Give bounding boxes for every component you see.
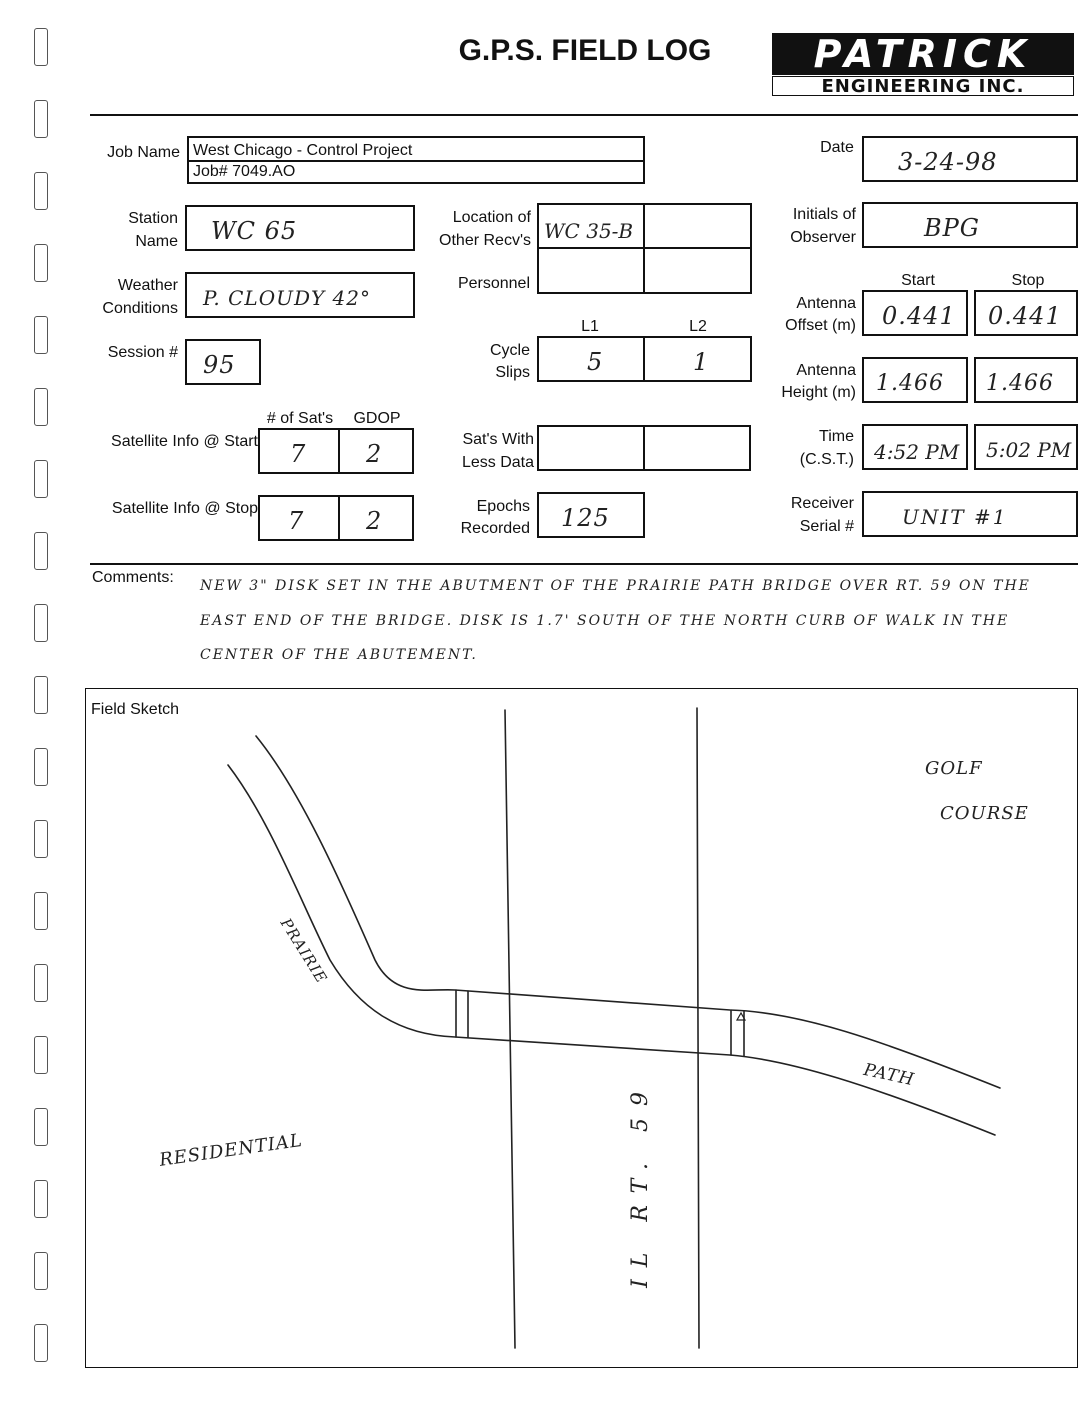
location-label-1: Location of — [452, 209, 531, 226]
time-stop-value: 5:02 PM — [986, 438, 1072, 462]
antenna-height-label-2: Height (m) — [781, 384, 856, 401]
road-line-west — [505, 710, 515, 1348]
antenna-height-stop-value: 1.466 — [986, 371, 1054, 396]
job-name-line2: Job# 7049.AO — [193, 163, 296, 180]
cycle-slips-l2-value: 1 — [693, 348, 710, 376]
weather-value: P. CLOUDY 42° — [203, 286, 371, 310]
antenna-height-label-1: Antenna — [796, 362, 856, 379]
receiver-serial-value: UNIT #1 — [902, 505, 1008, 529]
station-name-label-2: Name — [135, 233, 178, 250]
l2-label: L2 — [689, 318, 707, 335]
sat-start-gdop-value: 2 — [366, 440, 383, 468]
sat-stop-gdop-value: 2 — [366, 507, 383, 535]
personnel-label: Personnel — [457, 275, 530, 292]
bridge-east-end — [731, 1010, 744, 1056]
location-label-2: Other Recv's — [439, 232, 531, 249]
num-sats-label: # of Sat's — [266, 410, 334, 427]
sat-info-stop-label: Satellite Info @ Stop — [111, 500, 258, 517]
weather-label-2: Conditions — [102, 300, 178, 317]
epochs-label-2: Recorded — [460, 520, 530, 537]
date-value: 3-24-98 — [898, 148, 998, 176]
sketch-road-label: IL RT. 59 — [628, 1080, 653, 1288]
sat-info-start-label: Satellite Info @ Start — [111, 433, 258, 450]
company-logo-subtitle: ENGINEERING INC. — [772, 76, 1074, 96]
start-label: Start — [901, 272, 935, 289]
antenna-offset-start-value: 0.441 — [882, 302, 956, 330]
receiver-serial-label-1: Receiver — [790, 495, 854, 512]
cycle-slips-label-1: Cycle — [489, 342, 530, 359]
page-title: G.P.S. FIELD LOG — [458, 34, 712, 67]
epochs-label-1: Epochs — [476, 498, 530, 515]
receiver-serial-label-2: Serial # — [799, 518, 854, 535]
company-logo: PATRICK — [772, 33, 1074, 75]
time-label-1: Time — [819, 428, 854, 445]
comment-line-3: CENTER OF THE ABUTEMENT. — [200, 647, 478, 663]
sketch-path-label: PATH — [861, 1060, 917, 1091]
session-label: Session # — [107, 344, 178, 361]
weather-label-1: Weather — [117, 277, 178, 294]
field-sketch-label: Field Sketch — [91, 701, 180, 718]
initials-value: BPG — [924, 214, 980, 242]
job-name-label: Job Name — [107, 144, 180, 161]
antenna-offset-label-2: Offset (m) — [785, 317, 856, 334]
initials-label-2: Observer — [790, 229, 856, 246]
comment-line-1: NEW 3" DISK SET IN THE ABUTMENT OF THE PRAIRIE PATH BRIDGE OVER RT. 59 ON THE — [200, 578, 1031, 594]
bridge-west-end — [456, 990, 468, 1037]
antenna-offset-stop-value: 0.441 — [988, 302, 1062, 330]
path-edge-north — [256, 736, 1000, 1091]
time-start-value: 4:52 PM — [874, 440, 960, 464]
gdop-label: GDOP — [353, 410, 401, 427]
location-value: WC 35-B — [544, 219, 634, 243]
date-label: Date — [820, 139, 854, 156]
station-name-label-1: Station — [128, 210, 178, 227]
comment-line-2: EAST END OF THE BRIDGE. DISK IS 1.7' SOUTH OF THE NORTH CURB OF WALK IN THE — [200, 613, 1010, 629]
sketch-residential-label: RESIDENTIAL — [158, 1129, 305, 1171]
stop-label: Stop — [1011, 272, 1045, 289]
epochs-value: 125 — [561, 504, 610, 532]
sats-less-data-label-1: Sat's With — [462, 431, 534, 448]
antenna-height-start-value: 1.466 — [876, 371, 944, 396]
sat-start-count-value: 7 — [290, 440, 307, 468]
sat-stop-count-value: 7 — [288, 507, 305, 535]
sketch-golf-label: GOLF — [925, 758, 983, 779]
sats-less-data-label-2: Less Data — [461, 454, 534, 471]
initials-label-1: Initials of — [792, 206, 856, 223]
time-label-2: (C.S.T.) — [799, 451, 854, 468]
station-name-value: WC 65 — [211, 217, 298, 245]
cycle-slips-label-2: Slips — [495, 364, 530, 381]
job-name-line1: West Chicago - Control Project — [193, 142, 413, 159]
sketch-prairie-label: PRAIRIE — [276, 915, 331, 987]
cycle-slips-l1-value: 5 — [587, 348, 604, 376]
session-value: 95 — [203, 351, 236, 379]
l1-label: L1 — [581, 318, 599, 335]
road-line-east — [697, 708, 699, 1348]
comments-label: Comments: — [92, 569, 174, 586]
sketch-course-label: COURSE — [940, 803, 1029, 824]
antenna-offset-label-1: Antenna — [796, 295, 856, 312]
